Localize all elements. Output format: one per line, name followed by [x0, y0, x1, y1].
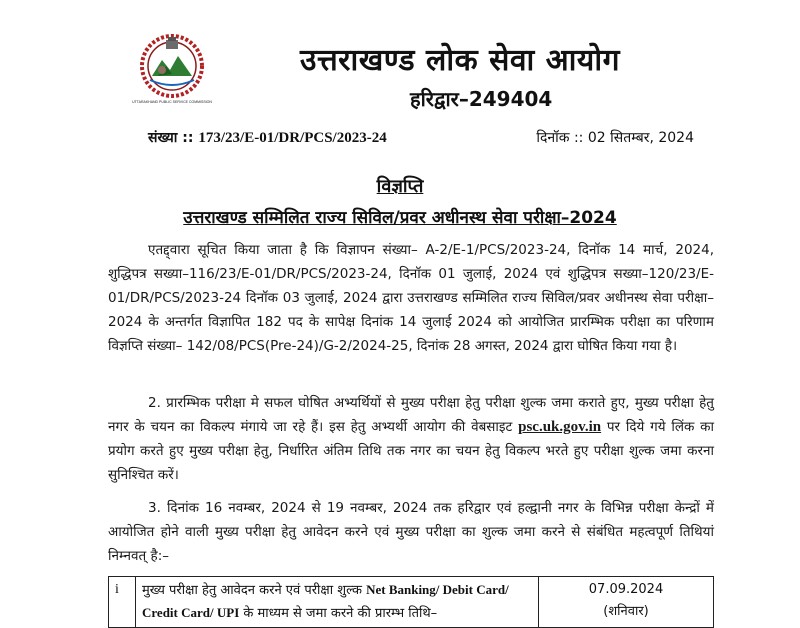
exam-title-text: उत्तराखण्ड सम्मिलित राज्य सिविल/प्रवर अधीनस्थ सेवा परीक्षा–2024 — [183, 208, 617, 228]
paragraph-2-text-a: 2. प्रारम्भिक परीक्षा मे सफल घोषित अभ्यर्थियों से मुख्य परीक्षा हेतु परीक्षा शुल्क जमा कराते हुए, मुख्य परीक्षा हेतु नगर के चयन का विकल्प मंगाये जा रहे हैं। इस हेतु अभ्यर्थी आयोग की वेबसाइट — [108, 395, 714, 435]
organization-address: हरिद्वार–249404 — [410, 87, 553, 111]
row-payment-modes: Net Banking/ Debit Card/ Credit Card/ UPI — [142, 582, 509, 620]
paragraph-2 — [108, 391, 714, 487]
row-description — [136, 577, 539, 628]
row-date: 07.09.2024 — [588, 582, 664, 597]
table-row — [109, 577, 714, 628]
paragraph-1-text: एतद्द्वारा सूचित किया जाता है कि विज्ञापन संख्या– A-2/E-1/PCS/2023-24, दिनॉक 14 मार्च, 2024, शुद्धिपत्र सख्या–116/23/E-01/DR/PCS/2023-24, दिनॉक 01 जुलाई, 2024 एवं शुद्धिपत्र सख्या–120/23/E-01/DR/PCS/2023-24 दिनॉक 03 जुलाई, 2024 द्वारा उत्तराखण्ड सम्मिलित राज्य सिविल/प्रवर अधीनस्थ सेवा परीक्षा–2024 के अन्तर्गत विज्ञापित 182 पद के सापेक्ष दिनांक 14 जुलाई 2024 को आयोजित प्रारम्भिक परीक्षा का परिणाम विज्ञप्ति संख्या– 142/08/PCS(Pre-24)/G-2/2024-25, दिनांक 28 अगस्त, 2024 द्वारा घोषित किया गया है। — [108, 242, 714, 354]
row-serial: i — [109, 577, 136, 628]
row-day: (शनिवार) — [603, 604, 649, 619]
paragraph-1 — [108, 238, 714, 358]
website-link[interactable]: psc.uk.gov.in — [518, 419, 602, 435]
reference-number — [148, 128, 387, 147]
row-date-cell — [539, 577, 714, 628]
paragraph-2-text-b: पर दिये गये लिंक का प्रयोग करते हुए मुख्य परीक्षा हेतु, निर्धारित अंतिम तिथि तक नगर का चयन हेतु विकल्प भरते हुए परीक्षा शुल्क जमा करना सुनिश्चित करें। — [108, 419, 714, 483]
reference-date: दिनॉक :: 02 सितम्बर, 2024 — [536, 130, 694, 146]
reference-number-value: 173/23/E-01/DR/PCS/2023-24 — [198, 130, 387, 146]
row-description-part1: मुख्य परीक्षा हेतु आवेदन करने एवं परीक्षा शुल्क — [142, 583, 362, 598]
reference-number-label: संख्या :: — [148, 130, 194, 146]
emblem-caption: UTTARAKHAND PUBLIC SERVICE COMMISSION — [132, 100, 212, 104]
notice-heading-text: विज्ञप्ति — [376, 176, 424, 197]
exam-title — [0, 205, 800, 228]
important-dates-table — [108, 576, 714, 628]
commission-emblem — [138, 30, 206, 102]
paragraph-3 — [108, 496, 714, 568]
organization-title: उत्तराखण्ड लोक सेवा आयोग — [300, 43, 620, 78]
paragraph-3-text: 3. दिनांक 16 नवम्बर, 2024 से 19 नवम्बर, 2024 तक हरिद्वार एवं हल्द्वानी नगर के विभिन्न परीक्षा केन्द्रों में आयोजित होने वाली मुख्य परीक्षा हेतु आवेदन करने एवं मुख्य परीक्षा का शुल्क जमा करने से संबंधित महत्वपूर्ण तिथियां निम्नवत् है:– — [108, 500, 714, 564]
row-description-part2: के माध्यम से जमा करने की प्रारम्भ तिथि– — [243, 606, 438, 621]
notice-heading — [0, 174, 800, 198]
